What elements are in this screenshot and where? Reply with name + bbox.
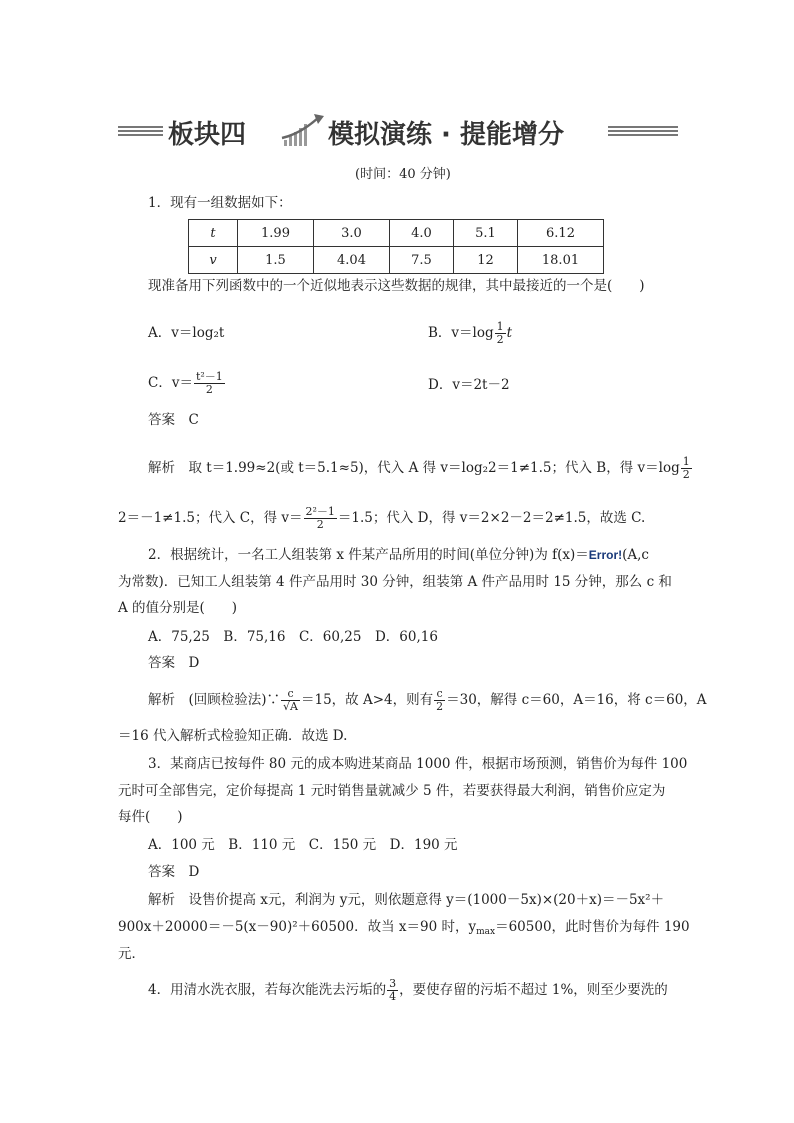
numerator: t²－1: [195, 370, 223, 383]
q1-analysis-line1: [148, 451, 693, 485]
numerator: 2²－1: [305, 505, 335, 518]
table-cell: t: [189, 220, 238, 247]
fraction: [281, 688, 300, 713]
table-cell: 1.5: [238, 247, 314, 274]
table-row: [189, 247, 604, 274]
analysis-text: ＝30，解得 c＝60，A＝16，将 c＝60，A: [446, 692, 707, 708]
denominator: 2: [205, 383, 213, 396]
q4-text: ，要使存留的污垢不超过 1%，则至少要洗的: [399, 982, 668, 998]
q1-answer: 答案 C: [148, 412, 199, 428]
analysis-text: ＝15，故 A>4，则有: [301, 692, 434, 708]
q2-analysis-line2: ＝16 代入解析式检验知正确．故选 D.: [118, 728, 348, 744]
denominator: 2: [496, 333, 504, 346]
q1-stem: 1．现有一组数据如下：: [148, 195, 292, 211]
q3-line1: 3．某商店已按每件 80 元的成本购进某商品 1000 件，根据市场预测，销售价为每件 100: [148, 756, 688, 772]
q3-analysis-line2: [118, 918, 690, 941]
fraction: [194, 371, 225, 396]
q2-line3: A 的值分别是( ): [118, 600, 238, 616]
table-cell: 4.04: [314, 247, 390, 274]
table-cell: 3.0: [314, 220, 390, 247]
q4-stem: [148, 973, 668, 1007]
fraction: [434, 688, 445, 713]
analysis-text: 900x＋20000＝－5(x－90)²＋60500．故当 x＝90 时，y: [118, 919, 477, 935]
q3-options: A．100 元 B．110 元 C．150 元 D．190 元: [148, 837, 458, 853]
q1-option-b: [428, 316, 512, 350]
numerator: 1: [682, 455, 690, 468]
subscript: max: [476, 927, 496, 937]
opt-b-var: t: [506, 325, 513, 341]
analysis-text: 2＝－1≠1.5；代入 C，得 v＝: [118, 510, 303, 526]
denominator: 2: [316, 518, 324, 531]
analysis-text: ＝1.5；代入 D，得 v＝2×2－2＝2≠1.5，故选 C.: [337, 510, 646, 526]
q2-analysis-line1: [148, 683, 707, 717]
analysis-text: 解析 (回顾检验法)∵: [148, 692, 281, 708]
q1-analysis-line2: [118, 501, 645, 535]
table-cell: 4.0: [390, 220, 454, 247]
numerator: 3: [389, 977, 397, 990]
q3-analysis-line3: 元．: [118, 946, 145, 962]
table-cell: v: [189, 247, 238, 274]
header-right-rule: [608, 126, 678, 136]
q1-option-a: A．v＝log₂t: [148, 325, 225, 341]
table-cell: 12: [454, 247, 518, 274]
fraction: [495, 321, 506, 346]
numerator: c: [281, 688, 300, 701]
table-row: [189, 220, 604, 247]
denominator: 2: [682, 468, 690, 481]
analysis-text: ＝60500，此时售价为每件 190: [495, 919, 690, 935]
fraction: [387, 978, 398, 1003]
denominator: 2: [436, 700, 444, 713]
analysis-text: 解析 取 t＝1.99≈2(或 t＝5.1≈5)，代入 A 得 v＝log₂2＝1≠1.5；代入 B，得 v＝log: [148, 460, 680, 476]
rising-bars-icon: [278, 112, 328, 148]
time-note: (时间：40 分钟): [355, 167, 451, 182]
q1-option-c: [148, 366, 226, 400]
q2-stem: 2．根据统计，一名工人组装第 x 件某产品所用的时间(单位分钟)为 f(x)＝: [148, 547, 589, 563]
q2-answer: 答案 D: [148, 655, 200, 671]
q3-line2: 元时可全部售完，定价每提高 1 元时销售量就减少 5 件，若要获得最大利润，销售价应定为: [118, 783, 666, 799]
error-text: Error!: [588, 548, 623, 562]
fraction: [681, 456, 692, 481]
header-title-right: 模拟演练 · 提能增分: [328, 120, 564, 150]
opt-c-prefix: C．v＝: [148, 375, 193, 391]
q2-stem-post: (A,c: [622, 547, 649, 563]
q2-line2: 为常数)．已知工人组装第 4 件产品用时 30 分钟，组装第 A 件产品用时 15 分钟，那么 c 和: [118, 574, 672, 590]
numerator: 1: [496, 320, 504, 333]
q3-answer: 答案 D: [148, 864, 200, 880]
denominator: √A: [283, 700, 298, 713]
header-left-rule: [118, 126, 163, 136]
q1-option-d: D．v＝2t－2: [428, 377, 510, 393]
denominator: 4: [389, 990, 397, 1003]
q2-line1: [148, 546, 649, 564]
q1-prompt: 现准备用下列函数中的一个近似地表示这些数据的规律，其中最接近的一个是( ): [148, 278, 645, 294]
table-cell: 5.1: [454, 220, 518, 247]
q3-analysis-line1: 解析 设售价提高 x元，利润为 y元，则依题意得 y＝(1000－5x)×(20＋x)＝－5x²＋: [148, 892, 665, 908]
table-cell: 18.01: [518, 247, 604, 274]
section-header: [118, 112, 678, 152]
table-cell: 6.12: [518, 220, 604, 247]
table-cell: 1.99: [238, 220, 314, 247]
q1-data-table: [188, 219, 604, 274]
q3-line3: 每件( ): [118, 809, 183, 825]
q4-text: 4．用清水洗衣服，若每次能洗去污垢的: [148, 982, 387, 998]
table-cell: 7.5: [390, 247, 454, 274]
numerator: c: [434, 688, 445, 701]
q2-options: A．75,25 B．75,16 C．60,25 D．60,16: [148, 629, 438, 645]
opt-b-prefix: B．v＝log: [428, 325, 494, 341]
fraction: [304, 506, 337, 531]
header-title-left: 板块四: [168, 120, 247, 150]
